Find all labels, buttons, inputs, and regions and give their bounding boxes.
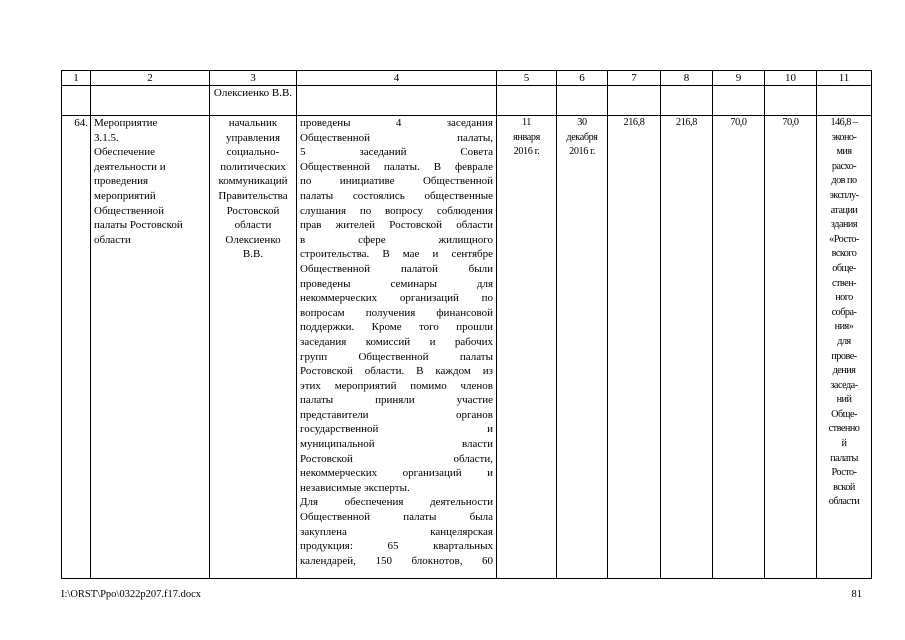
- header-cell: 2: [91, 71, 210, 86]
- note-text-line: 146,8 –: [830, 117, 858, 128]
- note-text-line: обще-: [832, 262, 856, 274]
- result-text-line: государственной и: [300, 423, 493, 436]
- table-cell: [713, 86, 765, 116]
- table-cell: [557, 86, 608, 116]
- result-text-line: календарей, 150 блокнотов, 60: [300, 554, 493, 567]
- result-text-line: групп Общественной палаты: [300, 350, 493, 363]
- result-text-line: Общественной палаты. В феврале: [300, 160, 493, 173]
- event-text-line: мероприятий: [94, 189, 156, 202]
- header-cell: 9: [713, 71, 765, 86]
- note-text-line: заседа-: [830, 379, 858, 391]
- header-cell: 6: [557, 71, 608, 86]
- result-text-line: Ростовской области. В каждом из: [300, 365, 493, 378]
- header-cell: 5: [497, 71, 557, 86]
- note-text-line: ствен-: [831, 277, 857, 289]
- note-text-line: атации: [830, 204, 858, 216]
- header-cell: 10: [765, 71, 817, 86]
- event-text-line: Общественной: [94, 204, 165, 217]
- note-text-line: области: [828, 496, 860, 508]
- responsible-text-line: области: [234, 219, 272, 232]
- header-cell: 1: [62, 71, 91, 86]
- result-text-line: продукция: 65 квартальных: [300, 540, 493, 553]
- result-text-line: некоммерческих организаций и: [300, 467, 493, 480]
- result-text-line: Для обеспечения деятельности: [300, 496, 493, 509]
- note-cell: [817, 116, 872, 579]
- note-text-line: «Росто-: [829, 233, 859, 245]
- result-text-line: проведены семинары для: [300, 277, 493, 290]
- note-text-line: эксплу-: [829, 189, 859, 201]
- event-text-line: 3.1.5.: [94, 131, 119, 144]
- result-text-line: Ростовской области,: [300, 452, 493, 465]
- header-cell: 7: [608, 71, 661, 86]
- note-text-line: Росто-: [831, 467, 857, 479]
- note-text-line: ний: [836, 394, 852, 406]
- note-text-line: прове-: [831, 350, 857, 362]
- responsible-text-line: социально-: [226, 146, 280, 159]
- result-text-line: в сфере жилищного: [300, 233, 493, 246]
- result-text-line: муниципальной власти: [300, 438, 493, 451]
- page-number: 81: [851, 589, 862, 600]
- event-text-line: Мероприятие: [94, 117, 158, 129]
- responsible-text-line: Ростовской: [226, 204, 280, 217]
- result-text-line: некоммерческих организаций по: [300, 292, 493, 305]
- result-text-line: строительства. В мае и сентябре: [300, 248, 493, 261]
- note-text-line: дов по: [831, 175, 857, 187]
- table-row: [62, 116, 872, 579]
- result-text-line: Общественной палаты была: [300, 511, 493, 524]
- note-text-line: эконо-: [831, 131, 857, 143]
- value-cell-7: 216,8: [608, 116, 661, 579]
- table-cell: [62, 86, 91, 116]
- note-text-line: й: [841, 438, 847, 450]
- end-date-line: 30: [577, 117, 587, 128]
- result-text-line: представители органов: [300, 408, 493, 421]
- note-text-line: мия: [836, 146, 852, 158]
- responsible-text-line: управления: [225, 131, 281, 144]
- start-date-line: 11: [521, 117, 531, 128]
- start-date-cell: [497, 116, 557, 579]
- result-text-line: палаты приняли участие: [300, 394, 493, 407]
- result-text-line: слушания по вопросу соблюдения: [300, 204, 493, 217]
- result-text-line: проведены 4 заседания: [300, 117, 493, 129]
- table-cell: [297, 86, 497, 116]
- responsible-cell: [210, 116, 297, 579]
- result-text-line: палаты состоялись общественные: [300, 189, 493, 202]
- result-text-line: этих мероприятий помимо членов: [300, 379, 493, 392]
- responsible-text-line: политических: [220, 160, 286, 173]
- responsible-continuation-cell: Олексиенко В.В.: [210, 86, 297, 116]
- note-text-line: здания: [830, 219, 858, 231]
- note-text-line: ственно: [828, 423, 860, 435]
- note-text-line: расхо-: [831, 160, 857, 172]
- footer-file-path: I:\ORST\Ppo\0322p207.f17.docx: [61, 589, 202, 600]
- end-date-line: 2016 г.: [569, 146, 595, 158]
- note-text-line: вского: [831, 248, 857, 260]
- table-cell: [817, 86, 872, 116]
- table-cell: [661, 86, 713, 116]
- header-cell: 8: [661, 71, 713, 86]
- end-date-line: декабря: [566, 131, 598, 143]
- value-cell-10: 70,0: [765, 116, 817, 579]
- note-text-line: дения: [832, 365, 856, 377]
- value-cell-9: 70,0: [713, 116, 765, 579]
- event-cell: [91, 116, 210, 579]
- result-text-line: вопросам получения финансовой: [300, 306, 493, 319]
- start-date-line: января: [513, 131, 540, 143]
- result-text-line: по инициативе Общественной: [300, 175, 493, 188]
- header-row: [62, 71, 872, 86]
- end-date-cell: [557, 116, 608, 579]
- result-text-line: независимые эксперты.: [300, 481, 410, 494]
- note-text-line: Обще-: [831, 408, 857, 420]
- header-cell: 11: [817, 71, 872, 86]
- note-text-line: собра-: [831, 306, 857, 318]
- result-text-line: заседания комиссий и рабочих: [300, 335, 493, 348]
- header-cell: 4: [297, 71, 497, 86]
- result-text-line: поддержки. Кроме того прошли: [300, 321, 493, 334]
- note-text-line: палаты: [830, 452, 858, 464]
- result-text-line: прав жителей Ростовской области: [300, 219, 493, 232]
- event-text-line: деятельности и: [94, 160, 166, 173]
- result-text-line: 5 заседаний Совета: [300, 146, 493, 159]
- value-cell-8: 216,8: [661, 116, 713, 579]
- table-cell: [608, 86, 661, 116]
- header-cell: 3: [210, 71, 297, 86]
- responsible-text-line: Правительства: [218, 189, 288, 202]
- event-text-line: области: [94, 233, 131, 246]
- result-text-line: закуплена канцелярская: [300, 525, 493, 538]
- result-cell: [297, 116, 497, 579]
- table-cell: [91, 86, 210, 116]
- result-text-line: Общественной палатой были: [300, 262, 493, 275]
- event-text-line: палаты Ростовской: [94, 219, 183, 232]
- responsible-text-line: Олексиенко: [225, 233, 281, 246]
- event-text-line: проведения: [94, 175, 149, 188]
- table-cell: [497, 86, 557, 116]
- row-number-cell: 64.: [62, 116, 91, 579]
- note-text-line: ного: [835, 292, 853, 304]
- event-text-line: Обеспечение: [94, 146, 155, 159]
- start-date-line: 2016 г.: [513, 146, 540, 158]
- responsible-text-line: коммуникаций: [218, 175, 288, 188]
- responsible-text-line: В.В.: [242, 248, 264, 261]
- note-text-line: вской: [833, 481, 855, 493]
- result-text-line: Общественной палаты,: [300, 131, 493, 144]
- note-text-line: для: [837, 335, 851, 347]
- document-table: [61, 70, 872, 579]
- continuation-row: [62, 86, 872, 116]
- note-text-line: ния»: [834, 321, 854, 333]
- table-cell: [765, 86, 817, 116]
- responsible-text-line: начальник: [228, 117, 278, 129]
